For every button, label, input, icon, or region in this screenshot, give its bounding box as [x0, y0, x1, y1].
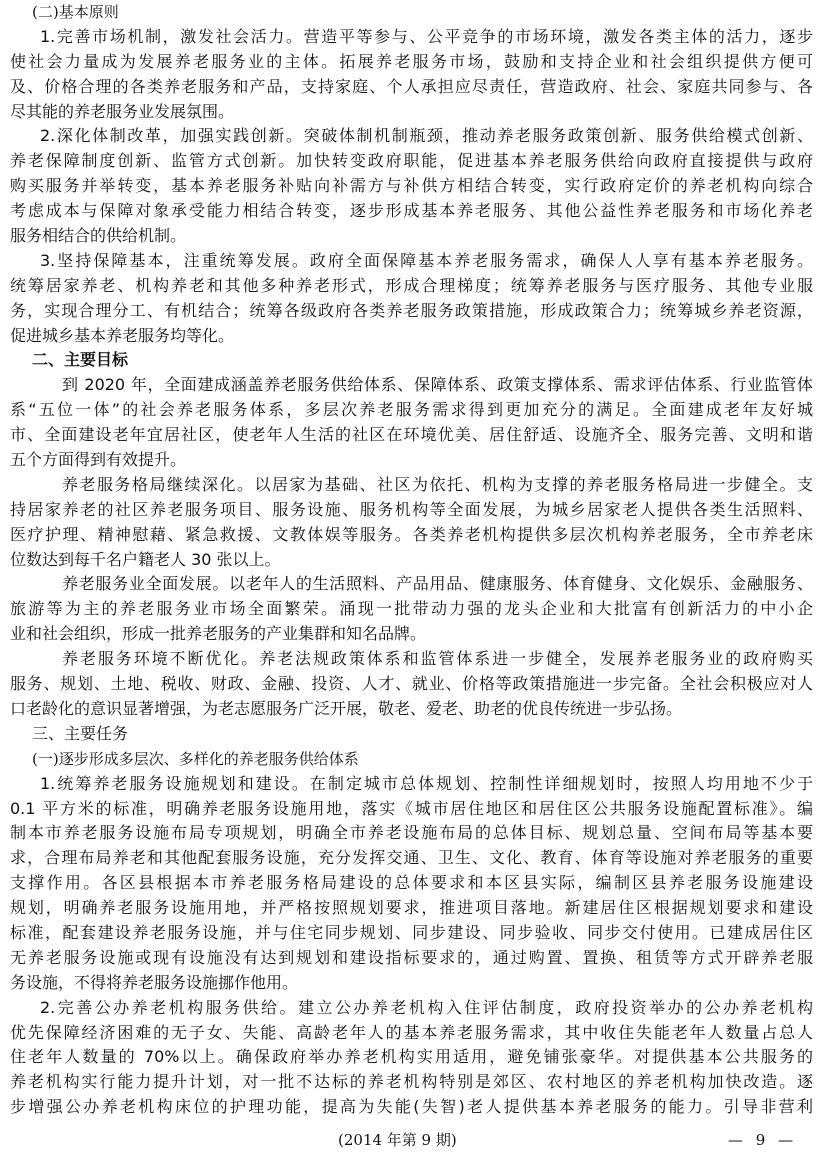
text-line: 养老服务环境不断优化。养老法规政策体系和监管体系进一步健全，发展养老服务业的政府购买	[62, 649, 813, 669]
text-line: 旅游等为主的养老服务业市场全面繁荣。涌现一批带动力强的龙头企业和大批富有创新活力的中小企	[10, 599, 813, 619]
text-line: 三、主要任务	[32, 723, 129, 743]
text-line: 标准，配套建设养老服务设施，并与住宅同步规划、同步建设、同步验收、同步交付使用。已建成居住区	[10, 922, 813, 942]
text-line: 步增强公办养老机构床位的护理功能，提高为失能(失智)老人提供基本养老服务的能力。引导非营利	[10, 1097, 813, 1117]
paragraph	[10, 996, 813, 1120]
paragraph	[10, 572, 813, 647]
text-line: 求，合理布局养老和其他配套服务设施，充分发挥交通、卫生、文化、教育、体育等设施对养老服务的重要	[10, 848, 813, 868]
text-line: 养老服务业全面发展。以老年人的生活照料、产品用品、健康服务、体育健身、文化娱乐、金融服务、	[62, 574, 813, 594]
text-line: 促进城乡基本养老服务均等化。	[10, 325, 235, 345]
paragraph	[10, 373, 813, 473]
subsection-heading	[10, 747, 813, 772]
paragraph	[10, 772, 813, 996]
text-line: 2.深化体制改革，加强实践创新。突破体制机制瓶颈，推动养老服务政策创新、服务供给模式创新、	[40, 126, 813, 146]
text-line: 系“五位一体”的社会养老服务体系，多层次养老服务需求得到更加充分的满足。全面建成老年友好城	[10, 400, 813, 420]
text-line: 及、价格合理的各类养老服务和产品，支持家庭、个人承担应尽责任，营造政府、社会、家庭共同参与、各	[10, 76, 813, 96]
text-line: 尽其能的养老服务业发展氛围。	[10, 101, 235, 121]
text-line: 养老保障制度创新、监管方式创新。加快转变政府职能，促进基本养老服务供给向政府直接提供与政府	[10, 151, 813, 171]
paragraph	[10, 249, 813, 349]
paragraph	[10, 25, 813, 125]
text-line: 无养老服务设施或现有设施没有达到规划和建设指标要求的，通过购置、置换、租赁等方式开辟养老服	[10, 947, 813, 967]
text-line: (二)基本原则	[32, 3, 119, 21]
text-line: 0.1 平方米的标准，明确养老服务设施用地，落实《城市居住地区和居住区公共服务设施配置标准》。编	[10, 798, 813, 818]
text-line: 位数达到每千名户籍老人 30 张以上。	[10, 549, 281, 569]
issue-label: (2014 年第 9 期)	[338, 1131, 457, 1149]
text-line: 五个方面得到有效提升。	[10, 450, 187, 470]
text-line: 购买服务并举转变，基本养老服务补贴向补需方与补供方相结合转变，实行政府定价的养老机构向综合	[10, 176, 813, 196]
text-line: 考虑成本与保障对象承受能力相结合转变，逐步形成基本养老服务、其他公益性养老服务和市场化养老	[10, 201, 813, 221]
text-line: 规划，明确养老服务设施用地，并严格按照规划要求，推进项目落地。新建居住区根据规划要求和建设	[10, 898, 813, 918]
page-number: — 9 —	[728, 1131, 798, 1149]
paragraph	[10, 473, 813, 573]
text-line: 业和社会组织，形成一批养老服务的产业集群和知名品牌。	[10, 624, 427, 644]
text-line: 口老龄化的意识显著增强，为老志愿服务广泛开展，敬老、爱老、助老的优良传统进一步弘扬。	[10, 698, 683, 718]
text-line: 医疗护理、精神慰藉、紧急救援、文教体娱等服务。各类养老机构提供多层次机构养老服务，全市养老床	[10, 524, 813, 544]
text-line: 市、全面建设老年宜居社区，使老年人生活的社区在环境优美、居住舒适、设施齐全、服务完善、文明和谐	[10, 425, 813, 445]
text-line: 2.完善公办养老机构服务供给。建立公办养老机构入住评估制度，政府投资举办的公办养老机构	[40, 997, 813, 1017]
text-line: 统筹居家养老、机构养老和其他多种养老形式，形成合理梯度；统筹养老服务与医疗服务、其他专业服	[10, 275, 813, 295]
text-line: 服务相结合的供给机制。	[10, 226, 187, 246]
paragraph	[10, 124, 813, 248]
text-line: 使社会力量成为发展养老服务业的主体。拓展养老服务市场，鼓励和支持企业和社会组织提供方便可	[10, 51, 813, 71]
text-line: 3.坚持保障基本，注重统筹发展。政府全面保障基本养老服务需求，确保人人享有基本养老服务。	[40, 250, 813, 270]
section-heading	[10, 722, 813, 747]
text-line: 二、主要目标	[32, 350, 129, 370]
text-line: 养老机构实行能力提升计划，对一批不达标的养老机构特别是郊区、农村地区的养老机构加快改造。逐	[10, 1072, 813, 1092]
text-line: 1.统筹养老服务设施规划和建设。在制定城市总体规划、控制性详细规划时，按照人均用地不少于	[40, 773, 813, 793]
text-line: 住老年人数量的 70%以上。确保政府举办养老机构实用适用，避免铺张豪华。对提供基本公共服务的	[10, 1047, 813, 1067]
text-line: 到 2020 年，全面建成涵盖养老服务供给体系、保障体系、政策支撑体系、需求评估体系、行业监管体	[62, 375, 813, 395]
text-line: 1.完善市场机制，激发社会活力。营造平等参与、公平竞争的市场环境，激发各类主体的活力，逐步	[40, 26, 813, 46]
text-line: 制本市养老服务设施布局专项规划，明确全市养老设施布局的总体目标、规划总量、空间布局等基本要	[10, 823, 813, 843]
document-page	[10, 0, 813, 1120]
text-line: 务，实现合理分工、有机结合；统筹各级政府各类养老服务政策措施，形成政策合力；统筹城乡养老资源，	[10, 300, 813, 320]
section-heading	[10, 348, 813, 373]
text-line: 服务、规划、土地、税收、财政、金融、投资、人才、就业、价格等政策措施进一步完备。全社会积极应对人	[10, 674, 813, 694]
text-line: 持居家养老的社区养老服务项目、服务设施、服务机构等全面发展，为城乡居家老人提供各类生活照料、	[10, 499, 813, 519]
text-line: 支撑作用。各区县根据本市养老服务格局建设的总体要求和本区县实际，编制区县养老服务设施建设	[10, 873, 813, 893]
paragraph	[10, 647, 813, 722]
text-line: 优先保障经济困难的无子女、失能、高龄老年人的基本养老服务需求，其中收住失能老年人数量占总人	[10, 1022, 813, 1042]
text-line: (一)逐步形成多层次、多样化的养老服务供给体系	[32, 749, 359, 768]
text-line: 养老服务格局继续深化。以居家为基础、社区为依托、机构为支撑的养老服务格局进一步健全。支	[62, 474, 813, 494]
text-line: 务设施，不得将养老服务设施挪作他用。	[10, 972, 299, 992]
page-footer	[0, 1127, 827, 1153]
subsection-heading	[10, 0, 813, 25]
